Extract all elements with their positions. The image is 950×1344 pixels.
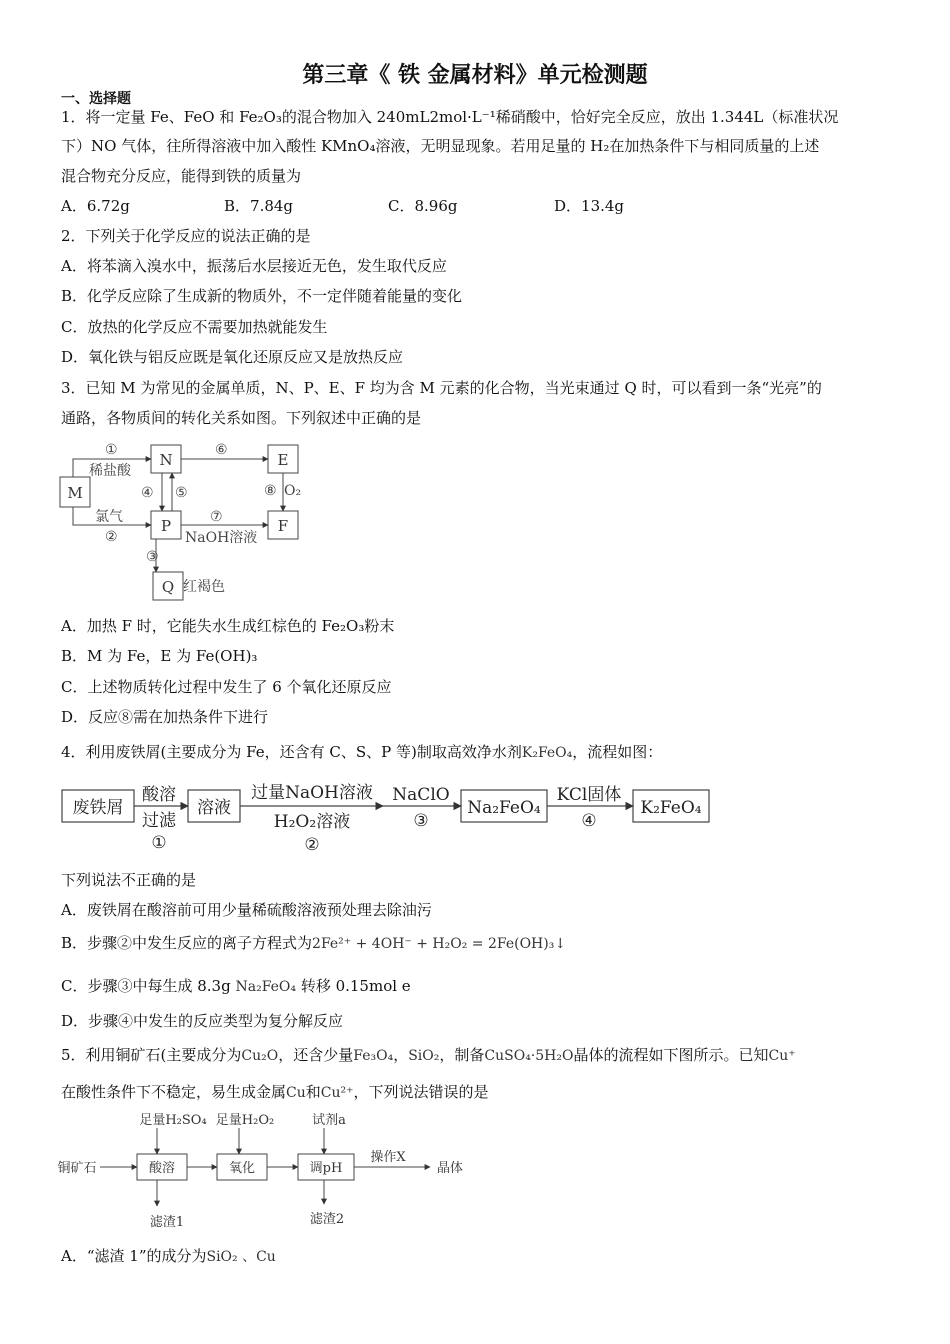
q5-cuso4: CuSO₄·5H₂O — [484, 1048, 574, 1064]
label-r7: ⑦ — [210, 509, 223, 525]
label-r3: ③ — [146, 549, 159, 565]
q1-option-b[interactable]: B．7.84g — [224, 197, 294, 215]
flow5-crystal: 晶体 — [436, 1161, 464, 1176]
q5-comma: ， — [393, 1046, 409, 1064]
q1-line1: 1．将一定量 Fe、FeO 和 Fe₂O₃的混合物加入 240mL2mol·L⁻¹稀硝酸中，恰好完全反应，放出 1.344L（标准状况 — [61, 108, 839, 126]
q4-stem-formula: K₂FeO₄ — [521, 745, 573, 761]
label-n: N — [159, 451, 173, 469]
q1-option-c[interactable]: C．8.96g — [388, 197, 458, 215]
q5-l1b: ，还含少量 — [278, 1046, 354, 1064]
label-red: 红褐色 — [183, 579, 225, 595]
q5-l2b: 和 — [305, 1083, 321, 1101]
q4-option-c[interactable] — [61, 976, 411, 997]
flow4-waste-iron: 废铁屑 — [72, 798, 124, 818]
q4-option-b-equation: 2Fe²⁺ + 4OH⁻ + H₂O₂ = 2Fe(OH)₃↓ — [312, 936, 567, 952]
label-r2: ② — [105, 529, 118, 545]
flow5-residue2: 滤渣2 — [309, 1212, 345, 1227]
flow4-h2o2: H₂O₂溶液 — [273, 812, 351, 832]
label-o2: O₂ — [284, 483, 302, 499]
q3-diagram — [55, 435, 315, 610]
q5-flow-diagram — [55, 1108, 485, 1233]
q2-option-a[interactable]: A．将苯滴入溴水中，振荡后水层接近无色，发生取代反应 — [61, 257, 447, 275]
flow4-filter: 过滤 — [142, 811, 176, 831]
q2-option-c[interactable]: C．放热的化学反应不需要加热就能发生 — [61, 318, 328, 336]
q4-option-b-text: B．步骤②中发生反应的离子方程式为 — [61, 934, 313, 952]
q5-cu: Cu — [286, 1085, 306, 1101]
label-r6: ⑥ — [215, 442, 228, 458]
q4-sub-stem: 下列说法不正确的是 — [61, 871, 197, 889]
q3-option-d[interactable]: D．反应⑧需在加热条件下进行 — [61, 708, 269, 726]
q3-option-c[interactable]: C．上述物质转化过程中发生了 6 个氧化还原反应 — [61, 678, 392, 696]
label-cl2: 氯气 — [95, 509, 123, 525]
flow4-step1: ① — [151, 833, 167, 853]
q4-option-c-text2: 转移 0.15mol e — [300, 977, 411, 995]
q5-option-a-formula: SiO₂ 、Cu — [206, 1249, 276, 1265]
q5-cuplus: Cu⁺ — [768, 1048, 796, 1064]
q2-stem: 2．下列关于化学反应的说法正确的是 — [61, 227, 311, 245]
q5-line1 — [61, 1045, 796, 1066]
q5-l1c: ，制备 — [439, 1046, 485, 1064]
flow4-naoh: 过量NaOH溶液 — [251, 783, 373, 803]
q4-option-c-formula: Na₂FeO₄ — [235, 979, 297, 995]
flow5-h2so4: 足量H₂SO₄ — [139, 1113, 207, 1128]
q4-option-b[interactable] — [61, 933, 566, 954]
q5-cu2o: Cu₂O — [241, 1048, 279, 1064]
q3-option-b[interactable]: B．M 为 Fe，E 为 Fe(OH)₃ — [61, 647, 258, 665]
q5-line2 — [61, 1082, 489, 1103]
label-r1: ① — [105, 442, 118, 458]
q4-stem — [61, 742, 662, 763]
q5-l2c: ，下列说法错误的是 — [353, 1083, 489, 1101]
q2-option-d[interactable]: D．氧化铁与铝反应既是氧化还原反应又是放热反应 — [61, 348, 404, 366]
q5-fe3o4: Fe₃O₄ — [353, 1048, 394, 1064]
label-r4: ④ — [141, 485, 154, 501]
flow4-na2feo4: Na₂FeO₄ — [467, 798, 541, 818]
q5-l1a: 5．利用铜矿石(主要成分为 — [61, 1046, 242, 1064]
section-heading: 一、选择题 — [61, 91, 131, 107]
label-hcl: 稀盐酸 — [89, 463, 131, 479]
q2-option-b[interactable]: B．化学反应除了生成新的物质外，不一定伴随着能量的变化 — [61, 287, 463, 305]
flow4-k2feo4: K₂FeO₄ — [640, 798, 702, 818]
label-e: E — [277, 451, 289, 469]
q4-stem-b: ，流程如图： — [572, 743, 663, 761]
q4-option-c-text: C．步骤③中每生成 8.3g — [61, 977, 231, 995]
flow5-ph: 调pH — [309, 1161, 343, 1176]
label-r8: ⑧ — [264, 483, 277, 499]
q5-cu2plus: Cu²⁺ — [320, 1085, 354, 1101]
label-f: F — [277, 517, 289, 535]
label-m: M — [67, 484, 83, 502]
flow4-kcl: KCl固体 — [556, 785, 622, 805]
label-naoh: NaOH溶液 — [185, 530, 258, 546]
q1-line2: 下）NO 气体，往所得溶液中加入酸性 KMnO₄溶液，无明显现象。若用足量的 H₂在加热条件下与相同质量的上述 — [61, 137, 820, 155]
q5-l2a: 在酸性条件下不稳定，易生成金属 — [61, 1083, 287, 1101]
q1-option-d[interactable]: D．13.4g — [554, 197, 625, 215]
label-r5: ⑤ — [175, 485, 188, 501]
q1-option-a[interactable]: A．6.72g — [61, 197, 130, 215]
q5-l1d: 晶体的流程如下图所示。已知 — [573, 1046, 769, 1064]
q1-line3: 混合物充分反应，能得到铁的质量为 — [61, 167, 302, 185]
q3-line1: 3．已知 M 为常见的金属单质，N、P、E、F 均为含 M 元素的化合物，当光束通过 Q 时，可以看到一条“光亮”的 — [61, 379, 822, 397]
flow5-acid: 酸溶 — [148, 1161, 176, 1176]
flow5-reagent-a: 试剂a — [312, 1113, 346, 1128]
label-p: P — [160, 517, 172, 535]
q4-option-a[interactable]: A．废铁屑在酸溶前可用少量稀硫酸溶液预处理去除油污 — [61, 901, 432, 919]
q4-stem-a: 4．利用废铁屑(主要成分为 Fe，还含有 C、S、P 等)制取高效净水剂 — [61, 743, 522, 761]
flow5-h2o2: 足量H₂O₂ — [215, 1113, 275, 1128]
label-q: Q — [161, 578, 175, 596]
q4-option-d[interactable]: D．步骤④中发生的反应类型为复分解反应 — [61, 1012, 344, 1030]
q3-line2: 通路，各物质间的转化关系如图。下列叙述中正确的是 — [61, 409, 422, 427]
flow4-step3: ③ — [413, 811, 429, 831]
q1-options — [61, 196, 624, 216]
flow5-ore: 铜矿石 — [57, 1161, 97, 1176]
page-title: 第三章《 铁 金属材料》单元检测题 — [302, 62, 648, 88]
flow4-solution: 溶液 — [197, 798, 231, 818]
flow4-acid-dissolve: 酸溶 — [142, 785, 176, 805]
flow5-residue1: 滤渣1 — [149, 1215, 185, 1230]
flow4-step4: ④ — [581, 811, 597, 831]
flow4-step2: ② — [304, 835, 320, 855]
q4-flow-diagram — [58, 778, 718, 856]
q5-sio2: SiO₂ — [408, 1048, 440, 1064]
q5-option-a[interactable] — [61, 1246, 276, 1267]
flow5-oxidize: 氧化 — [228, 1161, 256, 1176]
flow4-naclo: NaClO — [392, 785, 450, 805]
flow5-operation-x: 操作X — [370, 1150, 406, 1165]
q3-option-a[interactable]: A．加热 F 时，它能失水生成红棕色的 Fe₂O₃粉末 — [61, 617, 395, 635]
q5-option-a-text: A．“滤渣 1”的成分为 — [61, 1247, 207, 1265]
